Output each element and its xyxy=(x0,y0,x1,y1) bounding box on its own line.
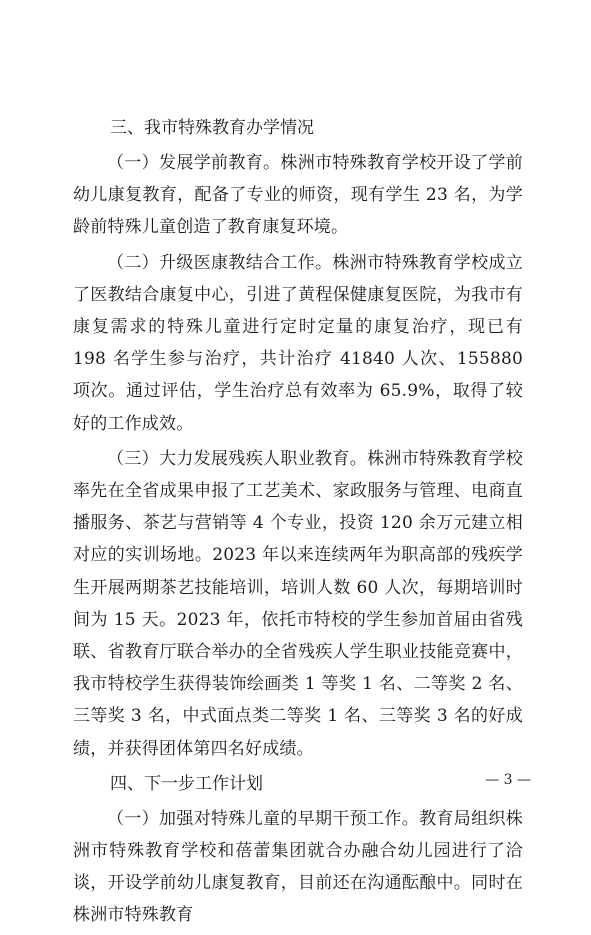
section-heading: 三、我市特殊教育办学情况 xyxy=(110,118,314,138)
paragraph xyxy=(73,443,523,765)
paragraph xyxy=(73,247,523,440)
paragraph-lead: （一）加强对特殊儿童的早期干预工作。 xyxy=(107,808,420,829)
paragraph-lead: （三）大力发展残疾人职业教育。 xyxy=(107,448,368,469)
section-heading: 四、下一步工作计划 xyxy=(110,773,263,794)
paragraph-text: 教育局组织株洲市特殊教育学校和蓓蕾集团就合办融合幼儿园进行了洽谈，开设学前幼儿康复教育，目前还在沟通酝酿中。同时在株洲市特殊教育 xyxy=(73,808,523,926)
paragraph-text: 株洲市特殊教育学校成立了医教结合康复中心，引进了黄程保健康复医院，为我市有康复需求的特殊儿童进行定时定量的康复治疗，现已有 198 名学生参与治疗，共计治疗 41840 人次、155880 项次。通过评估，学生治疗总有效率为 65.9%，取得了较好的工作成效。 xyxy=(73,252,523,434)
document-body xyxy=(73,112,523,935)
paragraph-lead: （一）发展学前教育。 xyxy=(107,153,281,173)
paragraph xyxy=(73,803,523,932)
paragraph-text: 株洲市特殊教育学校开设了学前幼儿康复教育，配备了专业的师资，现有学生 23 名，为学龄前特殊儿童创造了教育康复环境。 xyxy=(73,153,523,238)
paragraph-lead: （二）升级医康教结合工作。 xyxy=(107,252,333,273)
paragraph-text: 株洲市特殊教育学校率先在全省成果申报了工艺美术、家政服务与管理、电商直播服务、茶艺与营销等 4 个专业，投资 120 余万元建立相对应的实训场地。2023 年以来连续两年为职高部的残疾学生开展两期茶艺技能培训，培训人数 60 人次，每期培训时间为 15 天。2023 年，依托市特校的学生参加首届由省残联、省教育厅联合举办的全省残疾人学生职业技能竞赛中，我市特校学生获得装饰绘画类 1 等奖 1 名、二等奖 2 名、三等奖 3 名，中式面点类二等奖 1 名、三等奖 3 名的好成绩，并获得团体第四名好成绩。 xyxy=(73,448,523,759)
page-number: — 3 — xyxy=(485,772,531,788)
paragraph xyxy=(73,147,523,244)
